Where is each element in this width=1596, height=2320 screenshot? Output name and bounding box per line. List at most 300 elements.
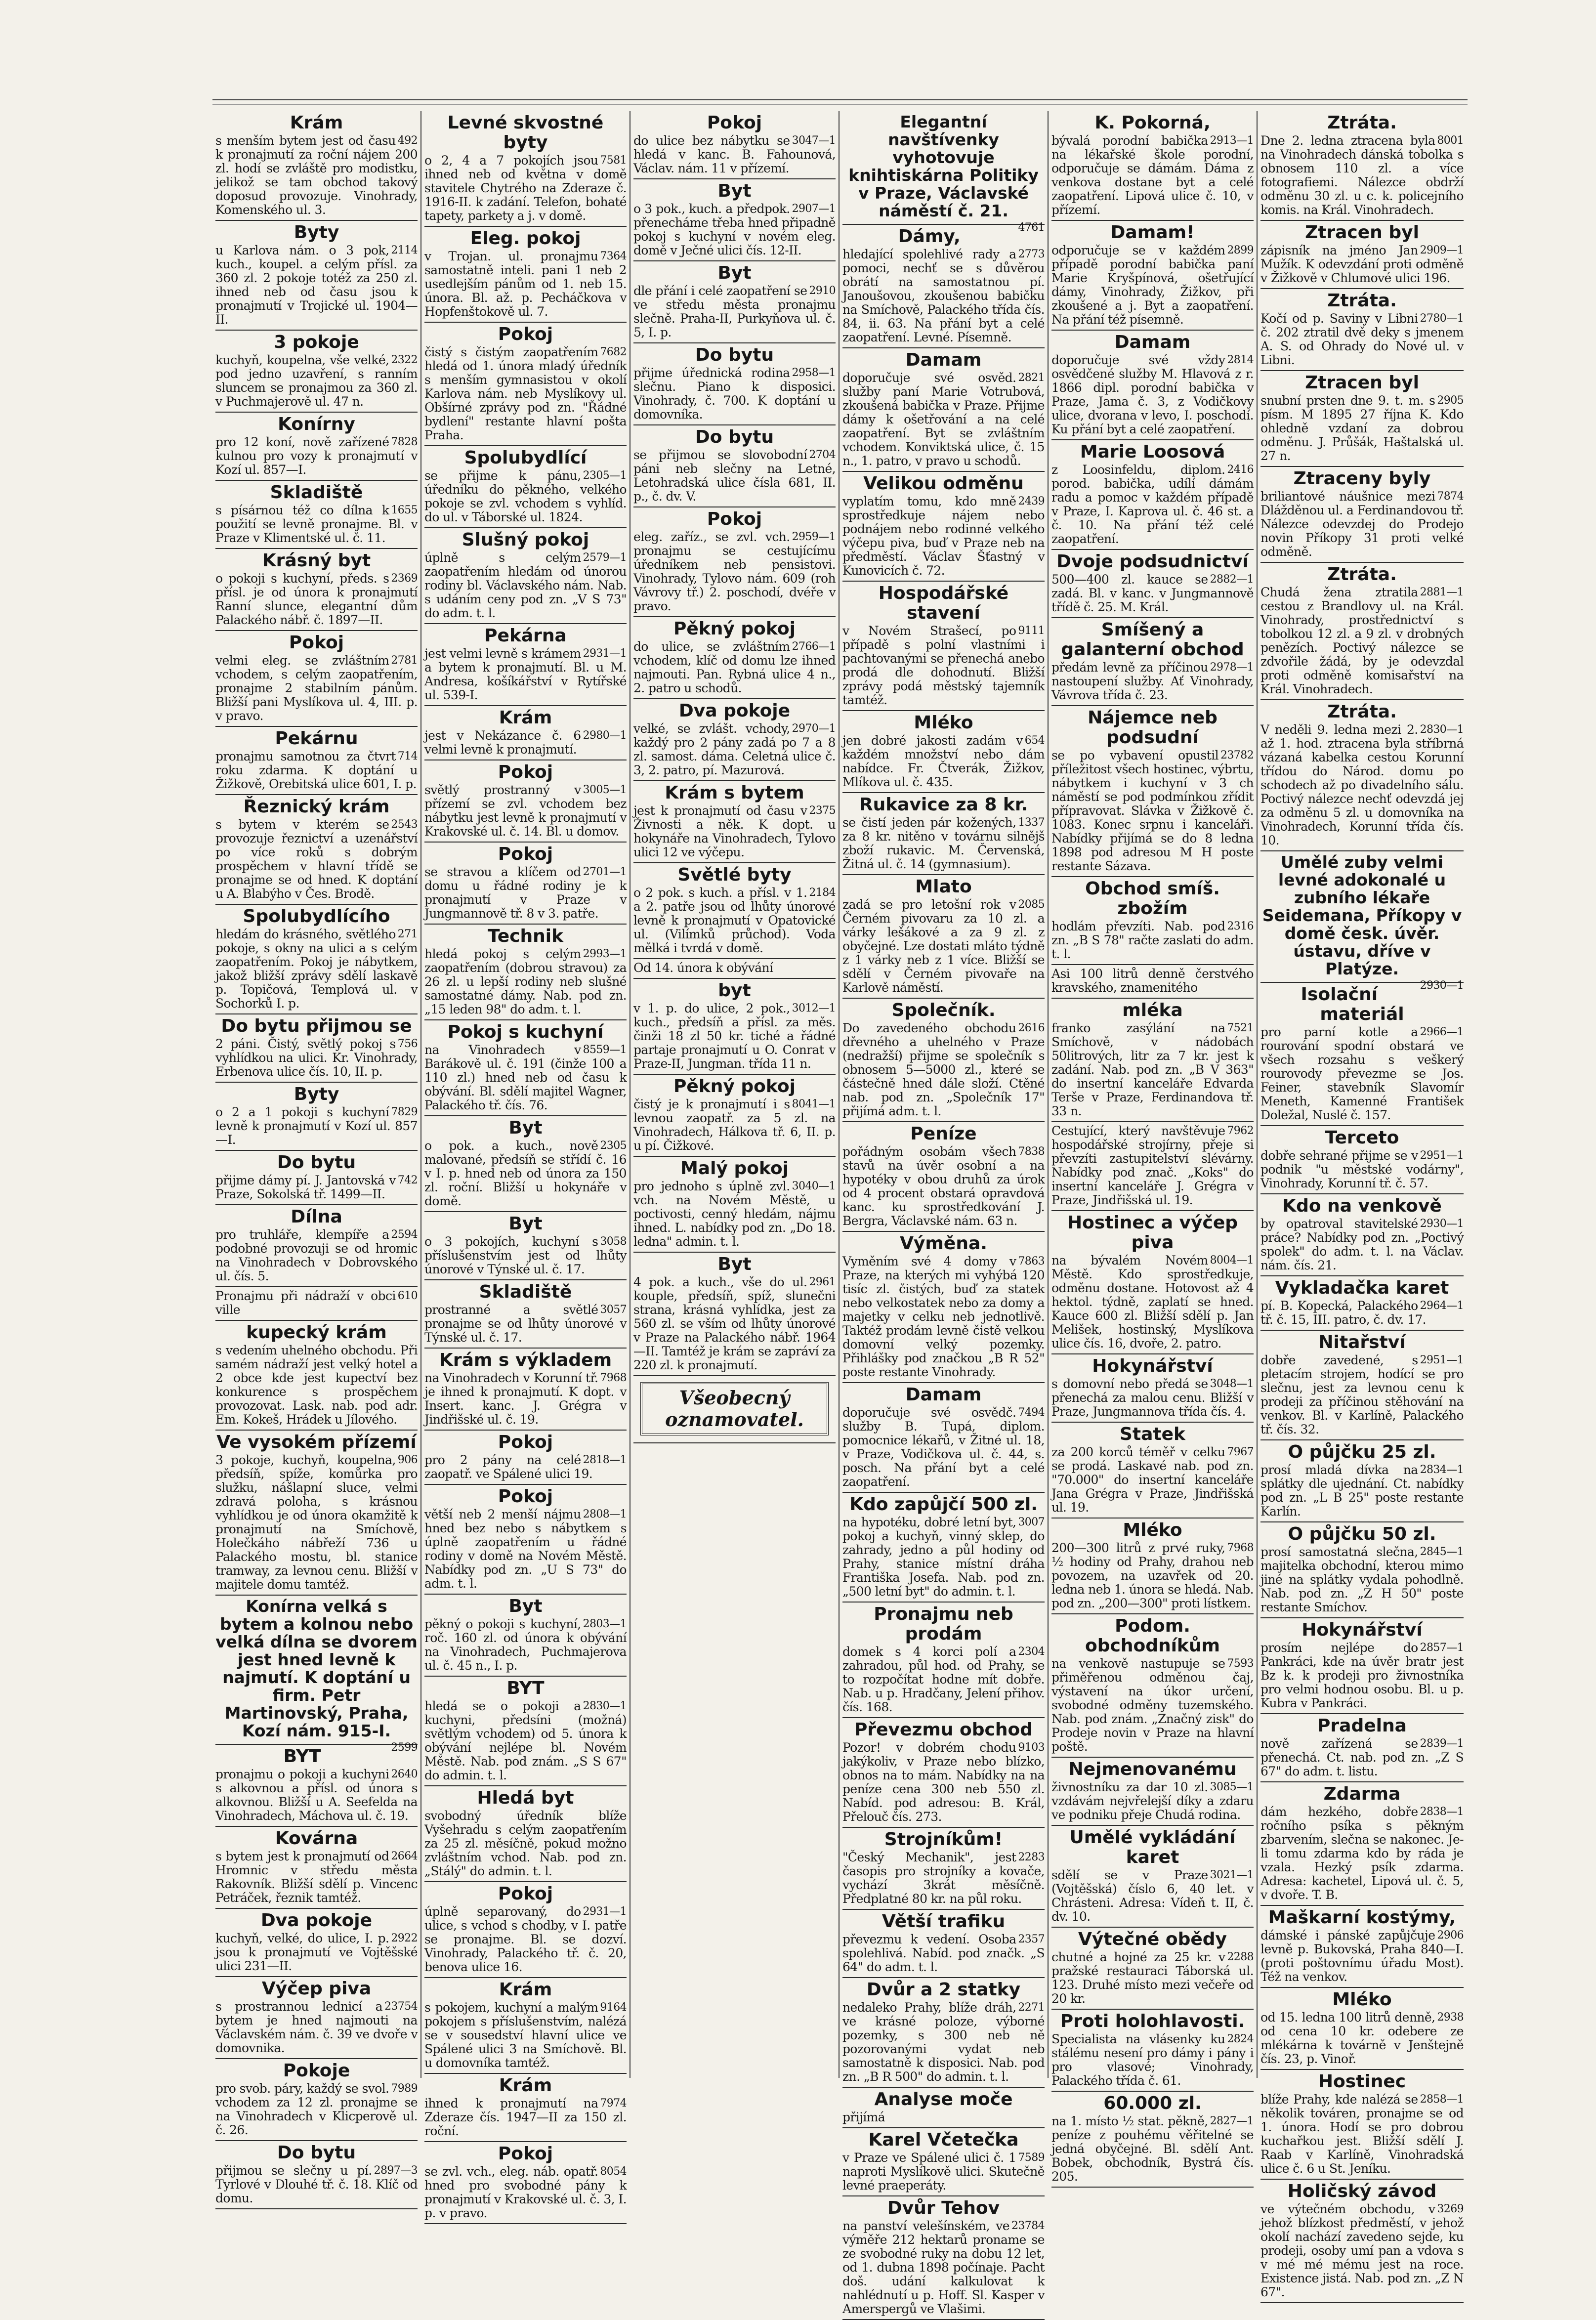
ad-body	[842, 1021, 1045, 1118]
ad-text: o 2, 4 a 7 pokojích jsou ihned neb od května v domě stavitele Chytrého na Zderaze č. 1916-II. k zadání. Telefon, bohaté tapety, parkety a j. v domě.	[424, 153, 627, 223]
ad-number: 23782	[1220, 749, 1254, 761]
ad-body	[215, 750, 418, 791]
classified-ad	[424, 111, 627, 227]
ad-text: přijmou se slečny u pí. Tyrlové v Dlouhé tř. č. 18. Klíč od domu.	[215, 2163, 418, 2205]
ad-title: kupecký krám	[246, 1322, 387, 1343]
ad-body	[1051, 2114, 1254, 2184]
classified-ad	[215, 795, 418, 905]
classified-ad	[424, 1020, 627, 1116]
ad-title: Maškarní kostýmy,	[1268, 1907, 1456, 1928]
ad-body	[215, 353, 418, 409]
ad-title: Mléko	[914, 713, 973, 733]
ad-number: 7968	[1227, 1542, 1254, 1554]
ad-number: 2701—1	[583, 866, 627, 878]
ad-text: od 15. ledna 100 litrů denně, od cena 10 kr. odebere ze mlékárna k továrně v Jenštejně čís. 23, p. Vinoř.	[1260, 2010, 1464, 2066]
classified-ad	[842, 1718, 1045, 1828]
ad-body	[1260, 394, 1464, 463]
classified-ad	[1260, 851, 1464, 992]
ad-title: Pekárnu	[275, 728, 358, 749]
classified-ad	[215, 2059, 418, 2141]
ad-text: hledající spolehlivé rady a pomoci, nechť se s důvěrou obrátí na samostatnou pí. Janoušovou, zkoušenou babičku na Smíchově, Palackého třída čís. 84, ii. 63. Na přání byt a celé zaopatření. Levné. Písemně.	[842, 247, 1045, 344]
ad-body	[842, 495, 1045, 578]
ad-body	[842, 1406, 1045, 1489]
ad-text: úplně s celým zaopatřením hledám od únorou rodiny bl. Václavského nám. Nab. s udáním ceny pod zn. „V S 73" do adm. t. l.	[424, 550, 627, 620]
ad-body	[1260, 586, 1464, 696]
ad-text: bývalá porodní babička na lékařské škole porodní, odporučuje se dámám. Dáma z venkova dostane byt a celé zaopatření. Lipová ulice č. 10, v přízemí.	[1051, 133, 1254, 217]
classified-ad	[215, 1287, 418, 1321]
ad-text: pro truhláře, klempíře a podobné provozuji se od hromic na Vinohradech v Dobrovského ul. čís. 5.	[215, 1227, 418, 1283]
ad-body	[1260, 1353, 1464, 1436]
ad-body	[1051, 463, 1254, 546]
classified-ad	[424, 1280, 627, 1349]
ad-number: 8054	[600, 2165, 627, 2178]
ad-text: odporučuje se v každém případě porodní babička paní Marie Kryšpínová, ošetřující dámy, Vinohrady, Žižkov, při zkoušené a j. Byt a zaopatření. Na přání též písemně.	[1051, 243, 1254, 327]
ad-number: 2271	[1018, 2001, 1045, 2014]
ad-number: 2773	[1018, 248, 1045, 260]
ad-text: jest k pronajmutí od času v Živnosti a něk. K dopt. u hokynáře na Vinohradech, Tylovo ulici 12 ve výčepu.	[633, 803, 836, 859]
ad-text: za 200 korců téměř v celku se prodá. Laskavé nab. pod zn. "70.000" do insertní kanceláře Jana Grégra v Praze, Jindřišská ul. 19.	[1051, 1445, 1254, 1515]
ad-title: Ztracen byl	[1305, 222, 1419, 243]
ad-number: 3007	[1018, 1516, 1045, 1528]
ad-number: 2897—3	[374, 2164, 418, 2177]
ad-body	[424, 1699, 627, 1782]
classified-ad	[215, 1745, 418, 1827]
ad-number: 2910	[809, 285, 836, 297]
ad-title: Dílna	[291, 1207, 342, 1227]
classified-ad	[215, 413, 418, 481]
ad-number: 7593	[1227, 1657, 1254, 1670]
classified-ad	[1051, 221, 1254, 331]
ad-body	[1260, 1463, 1464, 1519]
ad-text: jest velmi levně s krámem a bytem k pronajmutí. Bl. u M. Andresa, košíkářství v Rytířské ul. 539-I.	[424, 646, 627, 702]
ad-number: 2909—1	[1420, 244, 1464, 256]
boxed-heading: Všeobecný oznamovatel.	[640, 1382, 829, 1435]
ad-body	[633, 530, 836, 613]
ad-title: Umělé zuby velmi levné adokonalé u zubního lékaře Seidemana, Příkopy v domě česk. úvěr. ústavu, dříve v Platýze.	[1262, 852, 1462, 978]
classified-ad	[424, 1485, 627, 1595]
ad-title: Výčep piva	[261, 1979, 372, 1999]
classified-ad	[1260, 2070, 1464, 2180]
ad-title: Pokoj	[498, 2144, 553, 2164]
classified-ad	[424, 2142, 627, 2224]
ad-number: 8004—1	[1210, 1254, 1254, 1266]
ad-body	[842, 1516, 1045, 1599]
ad-text: 200—300 litrů z prvé ruky, ½ hodiny od Prahy, drahou neb povozem, na uzavřek od 20. ledna neb 1. února se hledá. Nab. pod zn. „200—300" proti lístkem.	[1051, 1541, 1254, 1610]
ad-text: na panství velešínském, ve výměře 212 hektarů proname se ze svobodné ruky na dobu 12 let, od 1. dubna 1898 počínaje. Pacht doš. udání kalkulovat k nahlédnutí u p. Hoff. Sl. Kasper v Amerspergů ve Vlašimi.	[842, 2219, 1045, 2316]
classified-ad	[424, 1431, 627, 1485]
ad-number: 2818—1	[583, 1454, 627, 1466]
classified-ad	[842, 2128, 1045, 2196]
classified-ad	[842, 1232, 1045, 1383]
classified-ad	[1260, 1782, 1464, 1906]
ad-text: zápisník na jméno Jan Mužík. K odevzdání proti odměně v Žižkově v Chlumové ulici 196.	[1260, 243, 1464, 285]
ad-body	[842, 734, 1045, 789]
classified-ad	[842, 225, 1045, 348]
ad-title: Ztráta.	[1327, 564, 1397, 585]
ad-text: dámské i pánské zapůjčuje levně p. Bukovská, Praha 840—I. (proti poštovnímu úřadu Most). Též na venkov.	[1260, 1928, 1464, 1984]
ad-body	[215, 1768, 418, 1823]
ad-text: "Český Mechanik", jest časopis pro strojníky a kovače, vychází 3krát měsíčně. Předplatné 80 kr. na půl roku.	[842, 1850, 1045, 1906]
ad-number: 2439	[1018, 495, 1045, 507]
ad-body	[215, 818, 418, 901]
ad-text: pořádným osobám všech stavů na úvěr osobní a na hypotéky v obou druhů za úrok od 4 procent obstará opravdová kanc. ku sprostředkování J. Bergra, Václavské nám. 63 n.	[842, 1144, 1045, 1228]
ad-text: pronajmu samotnou za čtvrt roku zdarma. K doptání u Žižkově, Orebitská ulice 601, I. p.	[215, 749, 418, 791]
ad-title: Hledá byt	[477, 1788, 574, 1808]
ad-number: 2304	[1018, 1645, 1045, 1658]
ad-body	[633, 1002, 836, 1071]
ad-number: 7364	[600, 250, 627, 262]
ad-number: 610	[397, 1290, 418, 1302]
ad-title: Konírny	[278, 414, 355, 434]
ad-number: 7967	[1227, 1446, 1254, 1458]
ad-text: z Loosinfeldu, diplom. porod. babička, udílí dámám radu a pomoc v každém případě v Praze, I. Kaprova ul. č. 46 st. a č. 10. Na přání též celé zaopatření.	[1051, 463, 1254, 546]
ad-title: Do bytu	[277, 1152, 356, 1173]
ad-text: s domovní nebo předá se přenechá za malou cenu. Bližší v Praze, Jungmannova třída čís. 4.	[1051, 1377, 1254, 1419]
ad-title: Pokoj	[289, 633, 344, 653]
ad-text: se zvl. vch., eleg. náb. opatř. hned pro svobodné pány k pronajmutí v Krakovské ul. č. 3, I. p. v pravo.	[424, 2164, 627, 2220]
ad-body	[842, 2110, 1045, 2124]
classified-ad	[1260, 1618, 1464, 1714]
ad-body	[1260, 1217, 1464, 1272]
ad-title: Ztráta.	[1327, 702, 1397, 722]
classified-ad	[633, 343, 836, 425]
ad-title: O půjčku 25 zl.	[1288, 1442, 1436, 1462]
ad-text: by opatroval stavitelské práce? Nabídky pod zn. „Poctivý spolek" do adm. t. l. na Václav. nám. čís. 21.	[1260, 1217, 1464, 1272]
ad-body	[1260, 1805, 1464, 1902]
ad-title: 60.000 zl.	[1103, 2093, 1202, 2113]
ad-text: velmi eleg. se zvláštním vchodem, s celým zaopatřením, pronajme 2 stabilním pánům. Bližší pani Myslíkova ul. 4, III. p. v pravo.	[215, 653, 418, 723]
ad-title: byt	[718, 980, 751, 1001]
classified-ad	[1051, 1354, 1254, 1423]
classified-ad	[424, 1349, 627, 1431]
ad-number: 8041—1	[792, 1098, 836, 1110]
ad-body	[215, 1105, 418, 1147]
ad-title: Byty	[294, 1084, 339, 1104]
ad-number: 7494	[1018, 1406, 1045, 1419]
ad-body	[424, 783, 627, 839]
ad-text: s vedením uhelného obchodu. Při samém nádraží jest velký hotel a 2 obce kde jest kupectví bez konkurence s prospěchem provozovat. Lask. nab. pod adr. Em. Kokeš, Hrádek u Jílového.	[215, 1343, 418, 1427]
ad-title: Nájemce neb podsudní	[1088, 708, 1218, 748]
ad-body	[842, 2001, 1045, 2084]
ad-title: Smíšený a galanterní obchod	[1061, 620, 1244, 660]
ad-number: 2780—1	[1420, 312, 1464, 325]
column-5	[1049, 111, 1258, 2184]
ad-body	[1260, 312, 1464, 367]
ad-body	[1260, 490, 1464, 559]
classified-ad	[842, 348, 1045, 472]
ad-number: 9164	[600, 2001, 627, 2014]
ad-title: Řeznický krám	[243, 797, 390, 817]
ad-body	[424, 1139, 627, 1208]
ad-number: 2980—1	[583, 729, 627, 742]
ad-title: Marie Loosová	[1080, 442, 1225, 462]
ad-title: mléka	[1122, 1000, 1183, 1020]
ad-text: velké, se zvlášt. vchody, každý pro 2 pány zadá po 7 a 8 zl. samost. dáma. Celetná ulice č. 3, 2. patro, pí. Mazurová.	[633, 721, 836, 777]
ad-body	[1051, 749, 1254, 873]
ad-text: nově zařízená se přenechá. Ct. nab. pod zn. „Z S 67" do adm. t. listu.	[1260, 1736, 1464, 1778]
ad-body	[424, 1303, 627, 1345]
ad-body	[842, 1255, 1045, 1379]
ad-title: Hospodářské stavení	[878, 583, 1009, 623]
ad-title: Pokoj	[498, 1432, 553, 1452]
ad-number: 2922	[391, 1932, 418, 1944]
classified-ad	[215, 1431, 418, 1596]
ad-body	[633, 886, 836, 955]
ad-body	[842, 2151, 1045, 2193]
classified-ad	[842, 711, 1045, 793]
ad-text: v 1. p. do ulice, 2 pok., kuch., předsíň a přísl. za měs. činži 18 zl 50 kr. tiché a řádné partaje pronajmutí u O. Conrat v Praze-II, Jungman. třída 11 n.	[633, 1001, 836, 1071]
ad-text: čistý je k pronajmutí i s levnou zaopatř. za 5 zl. na Vinohradech, Hálkova tř. 6, II. p. u pí. Čižkové.	[633, 1097, 836, 1153]
classified-ad	[633, 111, 836, 179]
classified-ad	[1260, 1126, 1464, 1194]
classified-ad	[1051, 2092, 1254, 2188]
ad-title: Pokoj	[498, 1884, 553, 1904]
ad-number: 3269	[1437, 2203, 1464, 2215]
classified-ad	[424, 323, 627, 446]
ad-title: Damam	[905, 350, 982, 370]
ad-number: 2305—1	[583, 469, 627, 482]
ad-body	[842, 1851, 1045, 1906]
ad-title: Ztráta.	[1327, 291, 1397, 311]
ad-number: 2830—1	[583, 1700, 627, 1712]
ad-title: Mlato	[915, 877, 972, 897]
ad-title: Pokoje	[283, 2061, 350, 2081]
classified-ad	[215, 1977, 418, 2059]
ad-title: Statek	[1120, 1424, 1185, 1444]
ad-number: 2316	[1227, 920, 1254, 932]
ad-text: Kočí od p. Saviny v Libni č. 202 ztratil dvě deky s jmenem A. S. od Ohrady do Nové ul. v Libni.	[1260, 311, 1464, 367]
ad-number: 2594	[391, 1228, 418, 1241]
ad-text: sdělí se v Praze (Vojtěšská) číslo 6, 40 let. v Chrásteni. Adresa: Vídeň t. II, č. dv. 10.	[1051, 1868, 1254, 1924]
ad-text: úplně separovaný, do ulice, s vchod s chodby, v I. patře se pronajme. Bl. se dozví. Vinohrady, Palackého tř. č. 20, benova ulice 16.	[424, 1904, 627, 1974]
ad-title: Krám	[499, 1980, 552, 2000]
classified-ad	[1260, 467, 1464, 563]
ad-number: 2905	[1437, 394, 1464, 407]
classified-ad	[424, 528, 627, 624]
ad-number: 3085—1	[1210, 1781, 1254, 1793]
ad-title: Dvůr a 2 statky	[866, 1980, 1021, 2000]
ad-text: na bývalém Novém Městě. Kdo sprostředkuje, odměnu dostane. Hotovost až 4 hektol. týdně, zaplatí se hned. Kauce 600 zl. Bližší sdělí p. Jan Melišek, hostinský, Myslíkova ulice čís. 16, dvoře, 2. patro.	[1051, 1253, 1254, 1350]
ad-number: 7581	[600, 154, 627, 167]
classified-ad	[1260, 1714, 1464, 1782]
ad-body	[215, 1932, 418, 1973]
ad-number: 2322	[391, 354, 418, 366]
ad-title: Umělé vykládání karet	[1069, 1827, 1236, 1867]
ad-title: Terceto	[1325, 1128, 1399, 1148]
ad-body	[424, 729, 627, 757]
classified-ad	[424, 925, 627, 1020]
classified-ad	[633, 1376, 836, 1443]
ad-text: hledám do krásného, světlého pokoje, s okny na ulici a s celým zaopatřením. Pokoj je nábytkem, jakož bližší zprávy sdělí laskavě p. Topičová, Templová ul. v Sochorků I. p.	[215, 927, 418, 1011]
ad-title: Pěkný pokoj	[673, 619, 796, 639]
ad-number: 2803—1	[583, 1618, 627, 1630]
ad-title: Damam	[1114, 332, 1191, 352]
ad-number: 2882—1	[1210, 573, 1254, 586]
ad-text: do ulice, se zvláštním vchodem, klíč od domu lze ihned najmouti. Pan. Rybná ulice 4 n., 2. patro u schodů.	[633, 639, 836, 695]
ad-body	[1051, 134, 1254, 217]
classified-ad	[633, 979, 836, 1075]
classified-ad	[424, 760, 627, 843]
ad-body	[1051, 920, 1254, 961]
ad-body	[424, 1508, 627, 1591]
ad-text: se čistí jeden pár kožených, za 8 kr. nitěno v továrnu silnějš zboží rukavic. M. Červenská, Žitná ul. č. 14 (gymnasium).	[842, 815, 1045, 871]
ad-number: 2305	[600, 1139, 627, 1152]
ad-body	[633, 961, 836, 975]
ad-title: O půjčku 50 zl.	[1288, 1524, 1436, 1544]
ad-number: 2930—1	[1420, 1218, 1464, 1230]
classified-ad	[1051, 999, 1254, 1122]
ad-body	[424, 1371, 627, 1427]
classified-ad	[633, 699, 836, 781]
ad-text: domek s 4 korci polí a zahradou, půl hod. od Prahy, se to rozpočítat hodne mít dobře. Nab. u p. Hradčany, Jelení přihov. čís. 168.	[842, 1645, 1045, 1714]
ad-number: 3047—1	[792, 134, 836, 147]
ad-number: 2938	[1437, 2011, 1464, 2024]
ad-body	[842, 371, 1045, 468]
ad-number: 2959—1	[792, 531, 836, 543]
ad-title: Skladiště	[270, 482, 363, 503]
ad-title: Hostinec	[1318, 2071, 1406, 2092]
ad-body	[215, 654, 418, 723]
ad-text: s bytem jest k pronajmutí od Hromnic v středu města Rakovník. Bližší sdělí p. Vincenc Petráček, řeznik tamtéž.	[215, 1849, 418, 1905]
ad-number: 2838—1	[1420, 1806, 1464, 1818]
ad-body	[633, 1275, 836, 1372]
ad-title: BYT	[283, 1746, 321, 1767]
classified-ad	[424, 1595, 627, 1677]
classified-ad	[1260, 1906, 1464, 1988]
ad-body	[1260, 2011, 1464, 2066]
classified-ad	[1051, 1928, 1254, 2010]
ad-text: kuchyň, koupelna, vše velké, pod jedno uzavření, s ranním sluncem se pronajmou za 360 zl. v Puchmajerově ul. 47 n.	[215, 353, 418, 409]
classified-ad	[842, 1910, 1045, 1978]
ad-title: Byt	[717, 263, 752, 283]
ad-number: 7974	[600, 2097, 627, 2109]
classified-ad	[1260, 1194, 1464, 1276]
ad-number: 23754	[384, 2000, 418, 2013]
classified-ad	[215, 2141, 418, 2209]
ad-text: se přijme k pánu, úředníku do pěkného, velkého pokoje se zvl. vchodem s vyhlíd. do ul. v Táborské ul. 1824.	[424, 468, 627, 524]
ad-title: Dva pokoje	[678, 701, 791, 721]
ad-body	[1260, 2202, 1464, 2299]
classified-ad	[1260, 371, 1464, 467]
classified-ad	[633, 507, 836, 617]
ad-title: Výtečné obědy	[1078, 1929, 1227, 1949]
ad-body	[1051, 1657, 1254, 1754]
ad-body	[424, 469, 627, 524]
classified-ad	[842, 582, 1045, 711]
ad-text: kuchyň, velké, do ulice, I. p. jsou k pronajmutí ve Vojtěšské ulici 231—II.	[215, 1931, 418, 1973]
ad-body	[633, 1180, 836, 1249]
ad-title: Vykladačka karet	[1275, 1278, 1449, 1298]
classified-ad	[424, 446, 627, 528]
ad-body	[424, 947, 627, 1016]
ad-text: čistý s čistým zaopatřením hledá od 1. února mladý úředník s menším gymnasistou v okolí Karlova nám. neb Myslíkovy ul. Obšírné zprávy pod zn. "Řádné bydlení" restante hlavní pošta Praha.	[424, 345, 627, 442]
ad-title: Byt	[717, 181, 752, 201]
ad-title: Malý pokoj	[680, 1158, 789, 1179]
ad-number: 7682	[600, 346, 627, 358]
ad-text: Specialista na vlásenky ku stálému nesení pro dámy i pány i pro vlasové; Vinohrady, Palackého třída č. 61.	[1051, 2032, 1254, 2088]
ad-number: 2664	[391, 1850, 418, 1862]
ad-text: živnostníku za dar 10 zl. vzdávám nejvřelejší díky a zdaru ve podniku přeje Chudá rodina.	[1051, 1780, 1254, 1822]
classified-ad	[424, 624, 627, 706]
classified-ad	[215, 631, 418, 727]
ad-body	[1260, 244, 1464, 285]
classified-ad	[633, 1253, 836, 1376]
ad-body	[1051, 244, 1254, 327]
ad-number: 2964—1	[1420, 1300, 1464, 1312]
classified-ad	[1260, 1276, 1464, 1331]
ad-title: Byt	[508, 1596, 543, 1616]
classified-ad	[842, 1603, 1045, 1718]
classified-ad	[1051, 877, 1254, 965]
classified-ad	[1051, 1758, 1254, 1826]
ad-title: Nitařství	[1318, 1332, 1406, 1352]
ad-text: Pronajmu při nádraží v obci ville	[215, 1289, 396, 1317]
ad-body	[633, 284, 836, 339]
classified-ad	[1051, 1519, 1254, 1614]
ad-text: pěkný o pokoji s kuchyní, roč. 160 zl. od února k obývání na Vinohradech, Puchmajerova ul. č. 45 n., I. p.	[424, 1617, 627, 1673]
ad-title: Dva pokoje	[260, 1910, 373, 1931]
ad-text: hledá se o pokoji a kuchyni, předsíni (možná) světlým vchodem) od 5. února k obývání nejlépe bl. Novém Městě. Nab. pod znám. „S S 67" do admin. t. l.	[424, 1699, 627, 1782]
ad-body	[842, 1645, 1045, 1714]
ad-body	[424, 551, 627, 620]
classified-ad	[424, 2074, 627, 2142]
ad-number: 2857—1	[1420, 1642, 1464, 1654]
ad-title: Skladiště	[479, 1282, 572, 1302]
ad-body	[1051, 1950, 1254, 2006]
classified-ad	[1051, 1826, 1254, 1928]
ad-text: s bytem v kterém se provozuje řeznictví a uzenářství po více roků s dobrým prospěchem v hlavní třídě se pronajme se od hned. K doptání u A. Blabýho v Čes. Brodě.	[215, 817, 418, 901]
classified-ad	[842, 1493, 1045, 1603]
classified-ad	[1051, 618, 1254, 706]
ad-title: Světlé byty	[677, 865, 792, 885]
ad-number: 2881—1	[1420, 586, 1464, 598]
ad-title: Do bytu	[277, 2143, 356, 2163]
ad-text: na venkově nastupuje se přiměřenou odměnou čaj, výstavení na úkor určení, svobodné odměny tuzemského. Nab. pod znám. „Značný zisk" do Prodeje novin v Praze na hlavní poště.	[1051, 1656, 1254, 1754]
ad-number: 2930—1	[1420, 979, 1464, 992]
ad-text: v Novém Strašecí, po případě s polní vlastními i pachtovanými se přenechá anebo prodá dle dohodnutí. Bližší zprávy podá městský tajemník tamtéž.	[842, 624, 1045, 707]
ad-text: předám levně za příčinou nastoupení služby. Ať Vinohrady, Vávrova třída č. 23.	[1051, 660, 1254, 702]
ad-number: 2906	[1437, 1929, 1464, 1941]
ad-number: 756	[397, 1038, 418, 1050]
ad-title: Obchod smíš. zbožím	[1085, 879, 1220, 919]
ad-body	[842, 816, 1045, 871]
column-4	[840, 111, 1049, 2316]
ad-title: Společník.	[891, 1000, 996, 1020]
ad-title: Pokoj	[498, 324, 553, 344]
ad-number: 7874	[1437, 490, 1464, 503]
ad-body	[215, 572, 418, 627]
ad-body	[424, 1235, 627, 1276]
ad-text: zadá se pro letošní rok v Černém pivovaru za 10 zl. a várky lešákové a za 9 zl. z obyčejné. Lze dostati mláto týdně z 1 várky neb z 1 více. Bližší se sdělí v Černém pivovaře na Karlově náměstí.	[842, 897, 1045, 995]
ad-text: v Trojan. ul. pronajmu samostatně inteli. pani 1 neb 2 usedlejším pánům od 1. neb 15. února. Bl. až. p. Pecháčkova v Hopfenštokově ul. 7.	[424, 249, 627, 319]
ad-title: Velikou odměnu	[863, 473, 1024, 494]
ad-body	[215, 1289, 418, 1317]
ad-text: V neděli 9. ledna mezi 2. až 1. hod. ztracena byla stříbrná vázaná kabelka cestou Korunní třídou do Národ. domu po schodech až po divadelního sálu. Poctivý nálezce nechť odevzdá jej za odměnu 5 zl. u domovníka na Vinohradech, Korunní třída čís. 10.	[1260, 722, 1464, 847]
ad-title: Krám	[290, 113, 343, 133]
classified-ad	[842, 2088, 1045, 2128]
ad-title: Ztraceny byly	[1293, 468, 1431, 489]
ad-text: s prostrannou lednicí a bytem je hned najmouti na Václavském nám. č. 39 ve dvoře v domovnika.	[215, 1999, 418, 2055]
classified-ad	[633, 1075, 836, 1157]
ad-number: 271	[397, 928, 418, 940]
ad-text: dle přání i celé zaopatření se ve středu města pronajmu slečně. Praha-II, Purkyňova ul. č. 5, I. p.	[633, 284, 836, 339]
ad-title: Větší trafiku	[882, 1911, 1006, 1932]
ad-number: 2640	[391, 1768, 418, 1780]
ad-title: Byt	[508, 1118, 543, 1138]
classified-ad	[1051, 111, 1254, 221]
ad-text: Chudá žena ztratila cestou z Brandlovy ul. na Král. Vinohrady, prostřednictví s tobolkou 12 zl. a 9 zl. v drobných penězích. Poctivý nálezce se zdvořile žádá, by je odevzdal proti odměně komisařství na Král. Vinohradech.	[1260, 585, 1464, 696]
ad-body	[1260, 134, 1464, 217]
